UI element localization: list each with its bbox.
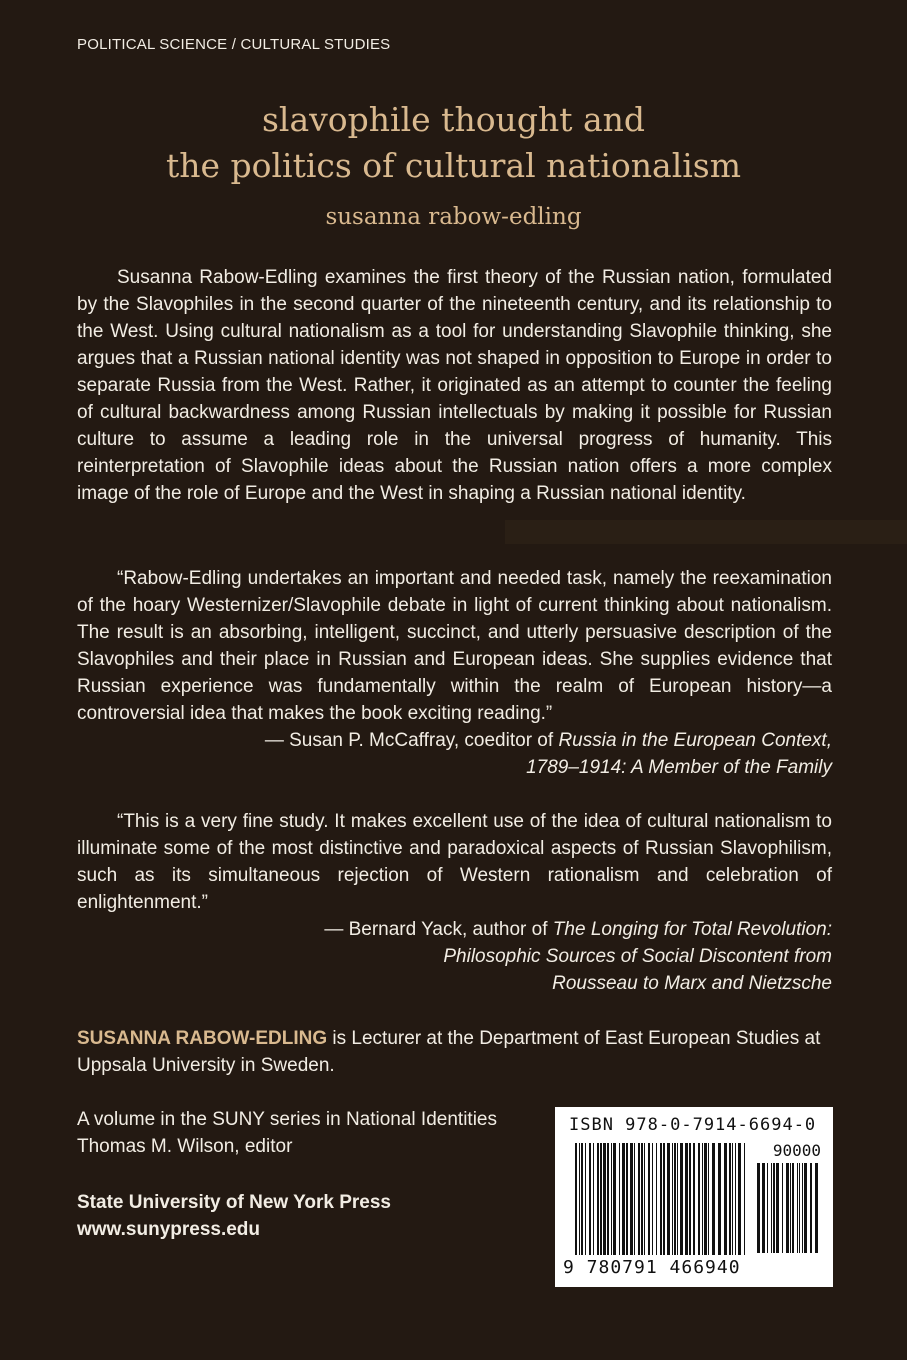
barcode-bar xyxy=(656,1143,657,1255)
barcode-bar xyxy=(603,1143,606,1255)
barcode-bar xyxy=(698,1143,700,1255)
barcode-bar xyxy=(607,1143,609,1255)
blurb-work-2-line3: Rousseau to Marx and Nietzsche xyxy=(552,973,832,994)
barcode-bar xyxy=(652,1143,653,1255)
barcode-bar xyxy=(638,1143,640,1255)
barcode-bar xyxy=(589,1143,591,1255)
barcode-bar xyxy=(648,1143,650,1255)
barcode-bar xyxy=(729,1143,731,1255)
blurb-work-1-line2: 1789–1914: A Member of the Family xyxy=(526,757,832,778)
author-bio-text: is Lecturer at the Department of East European Studies at Uppsala University in Sweden. xyxy=(77,1028,821,1076)
barcode-bar xyxy=(693,1143,695,1255)
barcode-bar xyxy=(622,1143,625,1255)
barcode-bar xyxy=(702,1143,703,1255)
barcode-bar xyxy=(797,1163,798,1253)
blurb-quote-2: “This is a very fine study. It makes excellent use of the idea of cultural nationalism to illuminate some of the most distinctive and paradoxical aspects of Russian Slavophilism, such as its simultaneous rejection of Western rationalism and celebration of enlightenment.” xyxy=(77,811,832,913)
barcode-bar xyxy=(782,1163,783,1253)
barcode-bar xyxy=(581,1143,583,1255)
barcode-bar xyxy=(630,1143,633,1255)
barcode-bar xyxy=(667,1143,670,1255)
barcode-bar xyxy=(757,1163,760,1253)
price-barcode-icon xyxy=(755,1163,821,1255)
category-label: POLITICAL SCIENCE / CULTURAL STUDIES xyxy=(77,36,391,53)
barcode-bar xyxy=(708,1143,709,1255)
barcode-bar xyxy=(804,1163,807,1253)
barcode-box xyxy=(555,1107,833,1287)
barcode-bar xyxy=(677,1143,678,1255)
series-info xyxy=(77,1106,497,1160)
book-title-line1: slavophile thought and xyxy=(262,100,645,139)
barcode-bar xyxy=(744,1143,745,1255)
barcode-bar xyxy=(735,1143,736,1255)
barcode-bar xyxy=(593,1143,594,1255)
barcode-bar xyxy=(579,1143,580,1255)
isbn-text: ISBN 978-0-7914-6694-0 xyxy=(569,1115,817,1135)
barcode-bar xyxy=(776,1163,779,1253)
blurb-work-2-line1: The Longing for Total Revolution: xyxy=(552,919,832,940)
barcode-bar xyxy=(718,1143,721,1255)
barcode-bar xyxy=(792,1163,794,1253)
blurb-quote-1: “Rabow-Edling undertakes an important and needed task, namely the reexamination of the hoary Westernizer/Slavophile debate in light of current thinking about nationalism. The result is an absorbing, intelligent, succinct, and utterly persuasive description of the Slavophiles and their place in Russian and European ideas. She supplies evidence that Russian experience was fundamentally within the realm of European history—a controversial idea that makes the book exciting reading.” xyxy=(77,568,832,724)
decorative-stripe xyxy=(505,520,907,544)
barcode-bar xyxy=(674,1143,676,1255)
barcode-bar xyxy=(724,1143,727,1255)
barcode-bar xyxy=(680,1143,683,1255)
barcode-bar xyxy=(634,1143,635,1255)
barcode-bar xyxy=(600,1143,602,1255)
blurb-attribution-2 xyxy=(112,916,832,997)
author-bio xyxy=(77,1025,832,1079)
barcode-bar xyxy=(672,1143,673,1255)
barcode-bar xyxy=(704,1143,707,1255)
barcode-bar xyxy=(712,1143,715,1255)
series-line1: A volume in the SUNY series in National Identities xyxy=(77,1109,497,1130)
barcode-bar xyxy=(575,1143,577,1255)
barcode-bar xyxy=(689,1143,691,1255)
book-author: susanna rabow-edling xyxy=(325,204,582,230)
blurb-work-1-line1: Russia in the European Context, xyxy=(558,730,832,751)
barcode-bar xyxy=(644,1143,645,1255)
barcode-bar xyxy=(771,1163,772,1253)
blurb-attribution-prefix-1: — Susan P. McCaffray, coeditor of xyxy=(264,730,554,751)
book-description: Susanna Rabow-Edling examines the first theory of the Russian nation, formulated by the Slavophiles in the second quarter of the nineteenth century, and its relationship to the West. Using cultural nationalism as a tool for understanding Slavophile thinking, she argues that a Russian national identity was not shaped in opposition to Europe in order to separate Russia from the West. Rather, it originated as an attempt to counter the feeling of cultural backwardness among Russian intellectuals by making it possible for Russian culture to assume a leading role in the universal progress of humanity. This reinterpretation of Slavophile ideas about the Russian nation offers a more complex image of the role of Europe and the West in shaping a Russian national identity. xyxy=(77,267,832,504)
barcode-bar xyxy=(641,1143,643,1255)
series-line2: Thomas M. Wilson, editor xyxy=(77,1136,293,1157)
barcode-bar xyxy=(585,1143,586,1255)
author-bio-name: SUSANNA RABOW-EDLING xyxy=(77,1028,328,1049)
barcode-bar xyxy=(685,1143,688,1255)
barcode-bar xyxy=(799,1163,800,1253)
barcode-bar xyxy=(815,1163,818,1253)
barcode-bar xyxy=(626,1143,628,1255)
barcode-bar xyxy=(611,1143,612,1255)
barcode-bar xyxy=(732,1143,733,1255)
blurb-work-2-line2: Philosophic Sources of Social Discontent from xyxy=(443,946,832,967)
barcode-bar xyxy=(767,1163,768,1253)
barcode-bar xyxy=(738,1143,741,1255)
barcode-bar xyxy=(660,1143,662,1255)
blurb-attribution-1 xyxy=(112,727,832,781)
barcode-bar xyxy=(762,1163,765,1253)
ean-digits-text: 9 780791 466940 xyxy=(563,1257,741,1278)
barcode-bar xyxy=(619,1143,620,1255)
price-code-text: 90000 xyxy=(772,1141,821,1160)
barcode-bar xyxy=(613,1143,616,1255)
barcode-bar xyxy=(773,1163,775,1253)
blurb-attribution-prefix-2: — Bernard Yack, author of xyxy=(324,919,548,940)
publisher-url: www.sunypress.edu xyxy=(77,1219,261,1240)
ean-barcode-icon xyxy=(573,1143,751,1259)
barcode-bar xyxy=(810,1163,812,1253)
publisher-name: State University of New York Press xyxy=(77,1192,391,1213)
barcode-bar xyxy=(786,1163,789,1253)
barcode-bar xyxy=(802,1163,803,1253)
barcode-bar xyxy=(597,1143,599,1255)
book-title-line2: the politics of cultural nationalism xyxy=(165,146,742,185)
barcode-bar xyxy=(790,1163,791,1253)
publisher-info xyxy=(77,1189,391,1243)
barcode-bar xyxy=(663,1143,665,1255)
